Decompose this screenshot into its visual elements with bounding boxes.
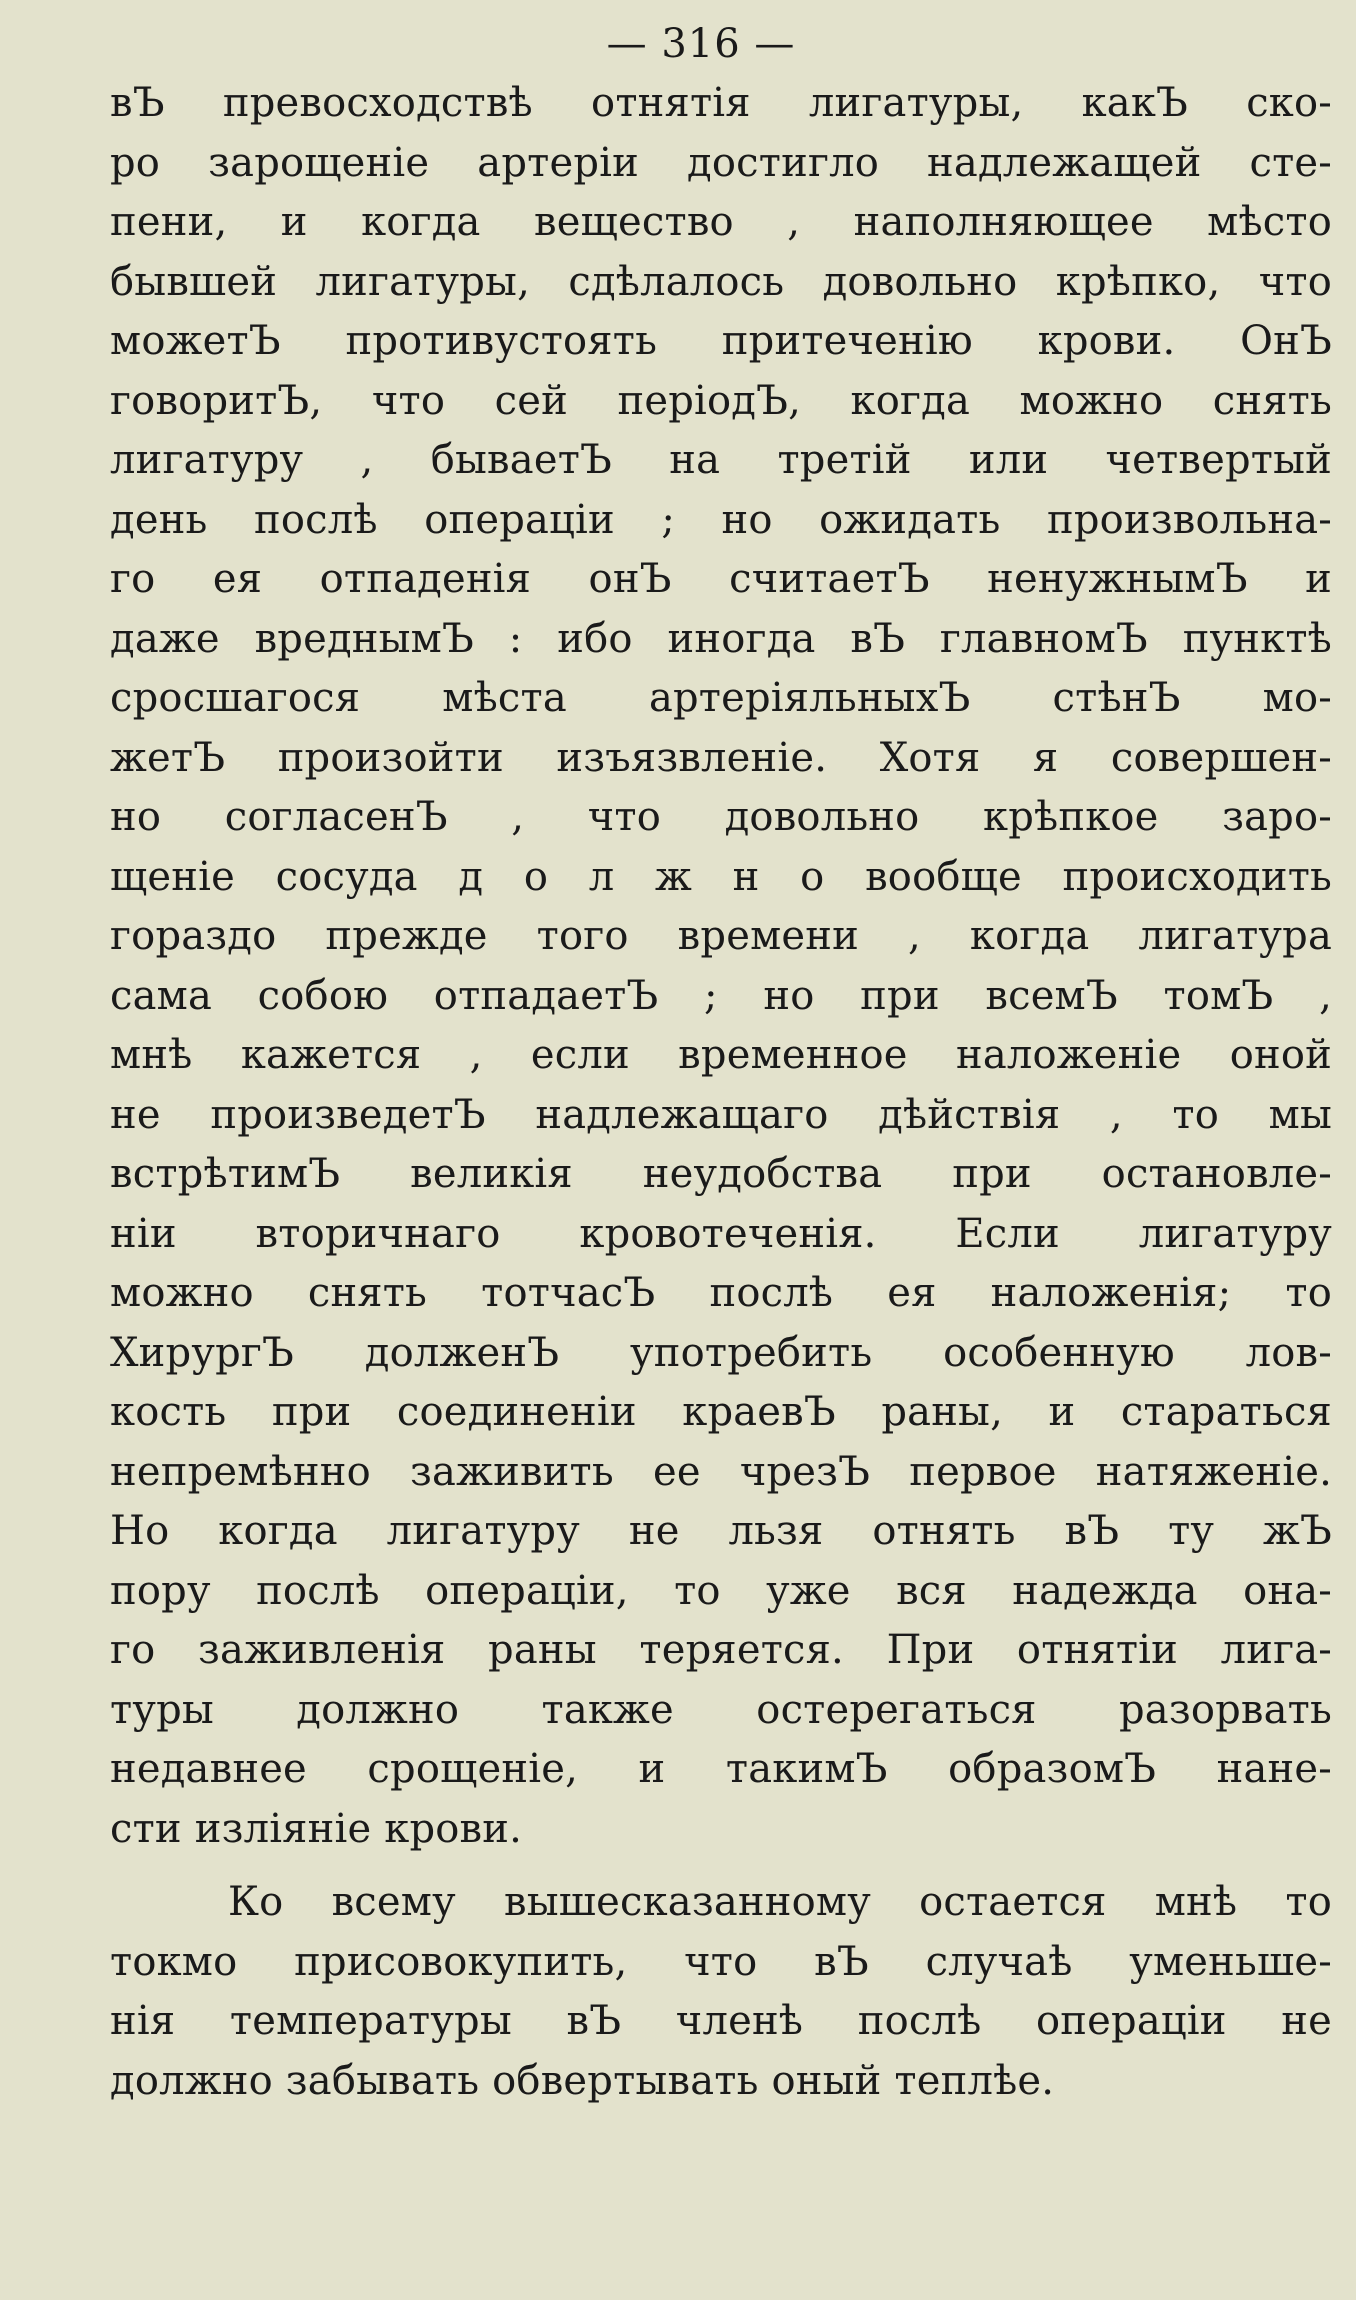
- text-line: го ея отпаденія онЪ считаетЪ ненужнымЪ и: [110, 556, 1332, 602]
- text-line: го заживленія раны теряется. При отнятіи лига-: [110, 1627, 1332, 1673]
- paragraph-spacer: [110, 1859, 1332, 1873]
- text-line: сама собою отпадаетЪ ; но при всемЪ томЪ ,: [110, 972, 1332, 1019]
- text-line: туры должно также остерегаться разорвать: [110, 1686, 1332, 1733]
- text-line: даже вреднымЪ : ибо иногда вЪ главномЪ пунктѣ: [110, 615, 1332, 662]
- text-line: кость при соединеніи краевЪ раны, и стараться: [110, 1389, 1332, 1435]
- text-line: жетЪ произойти изъязвленіе. Хотя я совершен-: [110, 734, 1332, 781]
- text-line: день послѣ операціи ; но ожидать произвольна-: [110, 496, 1332, 543]
- text-line: щеніе сосуда д о л ж н о вообще происходить: [110, 853, 1332, 900]
- text-line: мнѣ кажется , если временное наложеніе оной: [110, 1032, 1332, 1078]
- text-line: недавнее срощеніе, и такимЪ образомЪ нане-: [110, 1746, 1332, 1792]
- text-line: пору послѣ операціи, то уже вся надежда она-: [110, 1567, 1332, 1614]
- text-line: непремѣнно заживить ее чрезЪ первое натяженіе.: [110, 1448, 1332, 1495]
- paragraph-1: [110, 74, 1332, 1859]
- text-line: не произведетЪ надлежащаго дѣйствія , то мы: [110, 1091, 1332, 1138]
- text-line: вЪ превосходствѣ отнятія лигатуры, какЪ ско-: [110, 80, 1332, 126]
- text-line: сросшагося мѣста артеріяльныхЪ стѣнЪ мо-: [110, 675, 1332, 721]
- text-line: гораздо прежде того времени , когда лигатура: [110, 913, 1332, 959]
- text-line: можетЪ противустоять притеченію крови. ОнЪ: [110, 318, 1332, 364]
- text-line: Ко всему вышесказанному остается мнѣ то: [228, 1879, 1332, 1925]
- page-number: — 316 —: [606, 21, 796, 67]
- text-line: пени, и когда вещество , наполняющее мѣсто: [110, 199, 1332, 245]
- text-line: но согласенЪ , что довольно крѣпкое заро-: [110, 794, 1332, 840]
- paragraph-2: [110, 1873, 1332, 2111]
- text-line: Но когда лигатуру не льзя отнять вЪ ту жЪ: [110, 1508, 1332, 1554]
- text-line: говоритЪ, что сей періодЪ, когда можно снять: [110, 377, 1332, 424]
- text-line: ро зарощеніе артеріи достигло надлежащей сте-: [110, 139, 1332, 186]
- text-line: должно забывать обвертывать оный теплѣе.: [110, 2057, 1055, 2104]
- text-line: лигатуру , бываетЪ на третій или четвертый: [110, 437, 1332, 483]
- text-line: токмо присовокупить, что вЪ случаѣ уменьше-: [110, 1938, 1332, 1985]
- body-text: [110, 74, 1332, 2111]
- text-line: можно снять тотчасЪ послѣ ея наложенія; то: [110, 1270, 1332, 1316]
- text-line: нія температуры вЪ членѣ послѣ операціи не: [110, 1998, 1332, 2044]
- text-line: ХирургЪ долженЪ употребить особенную лов-: [110, 1329, 1332, 1376]
- text-line: ніи вторичнаго кровотеченія. Если лигатуру: [110, 1210, 1332, 1257]
- text-line: бывшей лигатуры, сдѣлалось довольно крѣпко, что: [110, 258, 1332, 305]
- text-line: сти изліяніе крови.: [110, 1805, 523, 1852]
- text-line: встрѣтимЪ великія неудобства при остановле-: [110, 1151, 1332, 1197]
